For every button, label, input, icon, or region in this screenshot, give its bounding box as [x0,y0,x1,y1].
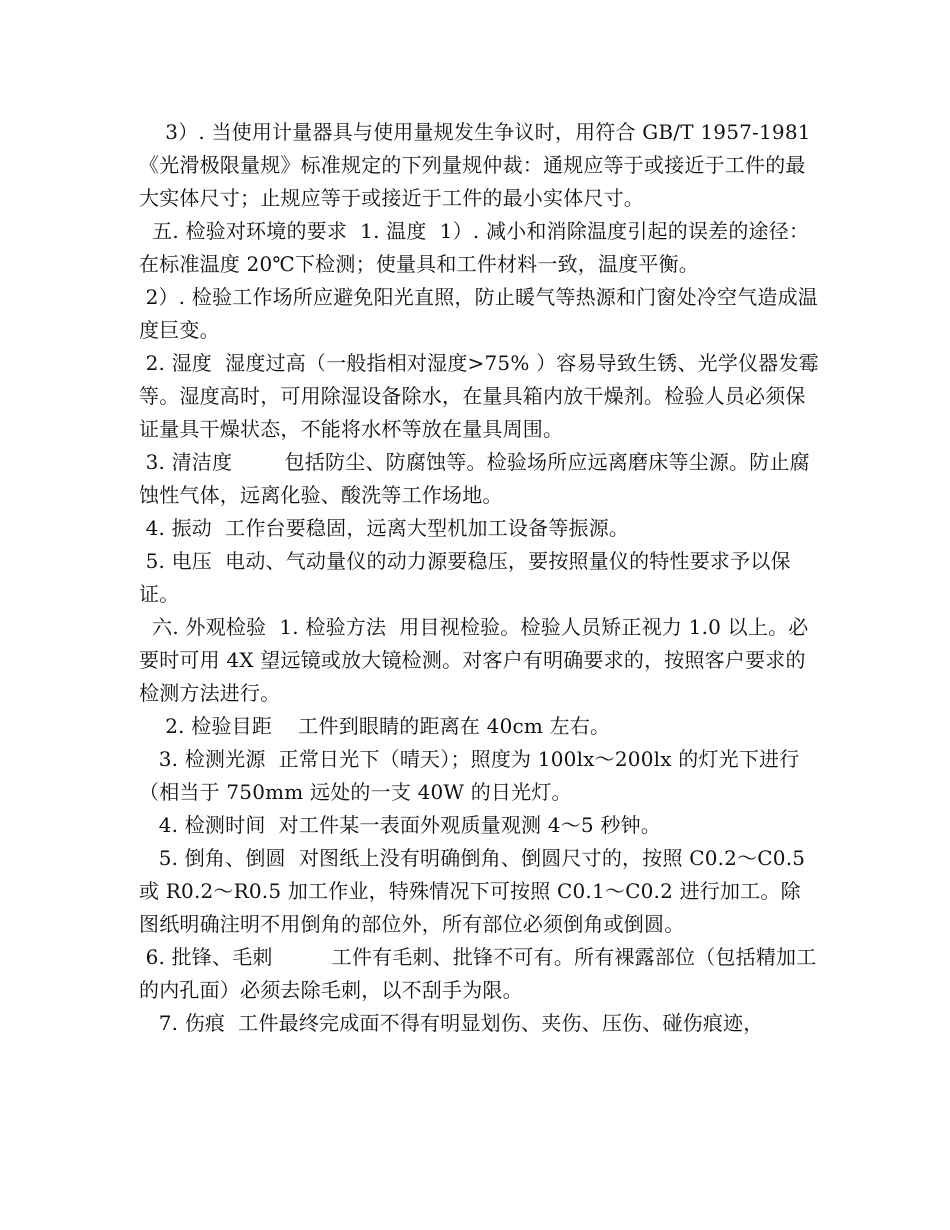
paragraph-voltage: 5. 电压 电动、气动量仪的动力源要稳压，要按照量仪的特性要求予以保证。 [139,549,791,606]
document-body [139,116,819,1040]
paragraph-chamfer-rounding: 5. 倒角、倒圆 对图纸上没有明确倒角、倒圆尺寸的，按照 C0.2～C0.5 或 R0.2～R0.5 加工作业，特殊情况下可按照 C0.1～C0.2 进行加工。除图纸明确注明不用倒角的部位外，所有部位必须倒角或倒圆。 [139,846,812,936]
paragraph-vibration: 4. 振动 工作台要稳固，远离大型机加工设备等振源。 [139,516,630,540]
paragraph-cleanliness: 3. 清洁度 包括防尘、防腐蚀等。检验场所应远离磨床等尘源。防止腐蚀性气体，远离化验、酸洗等工作场地。 [139,450,810,507]
paragraph-inspection-time: 4. 检测时间 对工件某一表面外观质量观测 4～5 秒钟。 [139,813,662,837]
paragraph-visual-inspection-method: 六. 外观检验 1. 检验方法 用目视检验。检验人员矫正视力 1.0 以上。必要时可用 4X 望远镜或放大镜检测。对客户有明确要求的，按照客户要求的检测方法进行。 [139,615,809,705]
paragraph-environment-temperature: 五. 检验对环境的要求 1. 温度 1）. 减小和消除温度引起的误差的途径：在标准温度 20℃下检测；使量具和工件材料一致，温度平衡。 [139,219,810,276]
paragraph-gauge-arbitration: 3）. 当使用计量器具与使用量规发生争议时，用符合 GB/T 1957-1981《光滑极限量规》标准规定的下列量规仲裁：通规应等于或接近于工件的最大实体尺寸；止规应等于或接近于工件的最小实体尺寸。 [139,120,811,210]
paragraph-burrs: 6. 批锋、毛刺 工件有毛刺、批锋不可有。所有裸露部位（包括精加工的内孔面）必须去除毛刺，以不刮手为限。 [139,945,817,1002]
paragraph-humidity: 2. 湿度 湿度过高（一般指相对湿度>75% ）容易导致生锈、光学仪器发霉等。湿度高时，可用除湿设备除水，在量具箱内放干燥剂。检验人员必须保证量具干燥状态，不能将水杯等放在量具周围。 [139,351,819,441]
paragraph-scratches: 7. 伤痕 工件最终完成面不得有明显划伤、夹伤、压伤、碰伤痕迹， [139,1011,764,1035]
paragraph-avoid-sunlight: 2）. 检验工作场所应避免阳光直照，防止暖气等热源和门窗处冷空气造成温度巨变。 [139,285,819,342]
paragraph-inspection-distance: 2. 检验目距 工件到眼睛的距离在 40cm 左右。 [139,714,611,738]
paragraph-light-source: 3. 检测光源 正常日光下（晴天）；照度为 100lx～200lx 的灯光下进行（相当于 750mm 远处的一支 40W 的日光灯。 [139,747,800,804]
